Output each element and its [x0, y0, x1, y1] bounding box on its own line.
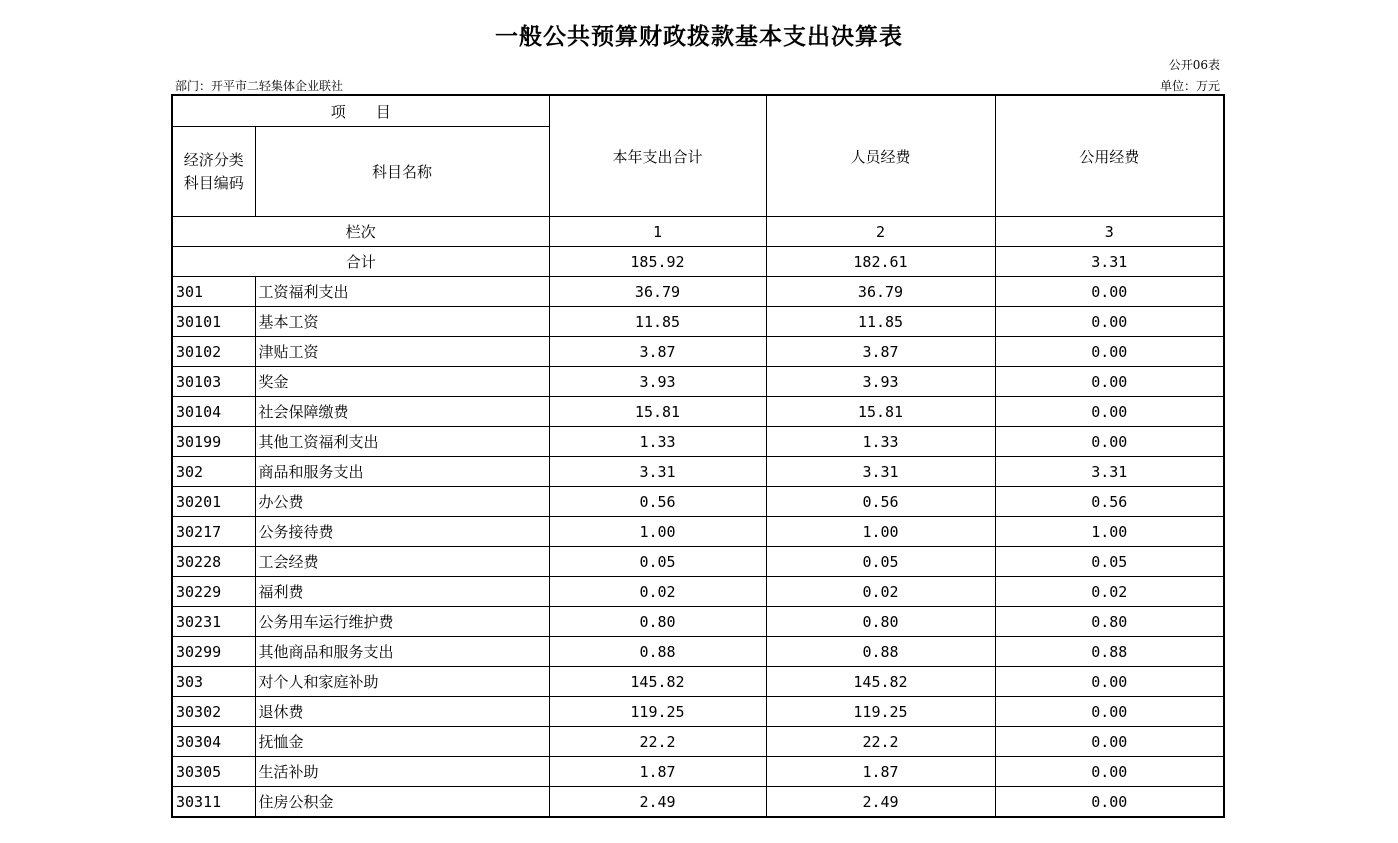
- row-public: 0.00: [995, 787, 1224, 818]
- row-code: 30231: [172, 607, 255, 637]
- row-code: 302: [172, 457, 255, 487]
- row-code: 303: [172, 667, 255, 697]
- header-econ-code-line1: 经济分类: [183, 150, 244, 169]
- table-row: [172, 667, 1224, 697]
- table-row: [172, 547, 1224, 577]
- column-label: 栏次: [172, 217, 549, 247]
- header-row: [172, 95, 1224, 127]
- header-total: 本年支出合计: [549, 95, 766, 217]
- row-total: 1.00: [549, 517, 766, 547]
- row-name: 奖金: [255, 367, 549, 397]
- row-name: 商品和服务支出: [255, 457, 549, 487]
- header-public: 公用经费: [995, 95, 1224, 217]
- row-personnel: 1.33: [766, 427, 995, 457]
- header-project: 项 目: [172, 95, 549, 127]
- row-public: 0.00: [995, 727, 1224, 757]
- row-public: 0.00: [995, 697, 1224, 727]
- row-public: 0.56: [995, 487, 1224, 517]
- column-number-row: [172, 217, 1224, 247]
- row-code: 30217: [172, 517, 255, 547]
- row-public: 0.05: [995, 547, 1224, 577]
- row-personnel: 1.87: [766, 757, 995, 787]
- row-code: 30299: [172, 637, 255, 667]
- row-personnel: 0.56: [766, 487, 995, 517]
- row-public: 0.00: [995, 337, 1224, 367]
- row-total: 36.79: [549, 277, 766, 307]
- row-personnel: 15.81: [766, 397, 995, 427]
- row-name: 办公费: [255, 487, 549, 517]
- row-code: 30311: [172, 787, 255, 818]
- row-total: 3.31: [549, 457, 766, 487]
- row-public: 0.00: [995, 667, 1224, 697]
- row-code: 30101: [172, 307, 255, 337]
- row-total: 0.88: [549, 637, 766, 667]
- expenditure-table: [171, 94, 1225, 818]
- row-personnel: 3.93: [766, 367, 995, 397]
- table-row: [172, 607, 1224, 637]
- row-name: 生活补助: [255, 757, 549, 787]
- row-personnel: 119.25: [766, 697, 995, 727]
- header-personnel: 人员经费: [766, 95, 995, 217]
- row-code: 30103: [172, 367, 255, 397]
- row-personnel: 11.85: [766, 307, 995, 337]
- row-name: 对个人和家庭补助: [255, 667, 549, 697]
- row-name: 其他工资福利支出: [255, 427, 549, 457]
- unit-label: 单位：万元: [1159, 79, 1220, 93]
- table-row: [172, 697, 1224, 727]
- row-public: 0.00: [995, 397, 1224, 427]
- sum-public: 3.31: [995, 247, 1224, 277]
- table-row: [172, 487, 1224, 517]
- row-personnel: 1.00: [766, 517, 995, 547]
- row-name: 抚恤金: [255, 727, 549, 757]
- sum-personnel: 182.61: [766, 247, 995, 277]
- row-personnel: 36.79: [766, 277, 995, 307]
- row-personnel: 22.2: [766, 727, 995, 757]
- table-row: [172, 367, 1224, 397]
- table-row: [172, 757, 1224, 787]
- table-row: [172, 307, 1224, 337]
- row-public: 0.00: [995, 307, 1224, 337]
- row-code: 30228: [172, 547, 255, 577]
- row-code: 30201: [172, 487, 255, 517]
- row-public: 3.31: [995, 457, 1224, 487]
- header-econ-code: [172, 127, 255, 217]
- row-name: 公务用车运行维护费: [255, 607, 549, 637]
- row-personnel: 0.80: [766, 607, 995, 637]
- row-public: 0.00: [995, 427, 1224, 457]
- row-total: 1.87: [549, 757, 766, 787]
- row-total: 145.82: [549, 667, 766, 697]
- row-name: 工会经费: [255, 547, 549, 577]
- row-public: 0.02: [995, 577, 1224, 607]
- row-code: 30229: [172, 577, 255, 607]
- row-public: 1.00: [995, 517, 1224, 547]
- row-code: 30302: [172, 697, 255, 727]
- row-total: 0.02: [549, 577, 766, 607]
- row-name: 住房公积金: [255, 787, 549, 818]
- row-total: 0.80: [549, 607, 766, 637]
- row-personnel: 0.88: [766, 637, 995, 667]
- table-row: [172, 457, 1224, 487]
- row-code: 30199: [172, 427, 255, 457]
- row-public: 0.00: [995, 367, 1224, 397]
- row-total: 0.05: [549, 547, 766, 577]
- header-econ-code-line2: 科目编码: [183, 173, 244, 192]
- row-total: 3.93: [549, 367, 766, 397]
- table-row: [172, 577, 1224, 607]
- row-total: 2.49: [549, 787, 766, 818]
- column-3: 3: [995, 217, 1224, 247]
- row-total: 11.85: [549, 307, 766, 337]
- header-subject-name: 科目名称: [255, 127, 549, 217]
- row-code: 301: [172, 277, 255, 307]
- column-2: 2: [766, 217, 995, 247]
- page-title: 一般公共预算财政拨款基本支出决算表: [495, 23, 903, 50]
- row-total: 1.33: [549, 427, 766, 457]
- row-personnel: 3.87: [766, 337, 995, 367]
- row-personnel: 0.05: [766, 547, 995, 577]
- table-row: [172, 337, 1224, 367]
- row-name: 其他商品和服务支出: [255, 637, 549, 667]
- table-row: [172, 397, 1224, 427]
- row-name: 公务接待费: [255, 517, 549, 547]
- table-row: [172, 277, 1224, 307]
- table-row: [172, 637, 1224, 667]
- row-code: 30305: [172, 757, 255, 787]
- table-row: [172, 727, 1224, 757]
- row-public: 0.00: [995, 757, 1224, 787]
- row-total: 15.81: [549, 397, 766, 427]
- table-row: [172, 517, 1224, 547]
- row-name: 社会保障缴费: [255, 397, 549, 427]
- row-code: 30304: [172, 727, 255, 757]
- row-personnel: 3.31: [766, 457, 995, 487]
- column-1: 1: [549, 217, 766, 247]
- department-label: 部门：开平市二轻集体企业联社: [175, 79, 344, 93]
- row-name: 福利费: [255, 577, 549, 607]
- row-code: 30102: [172, 337, 255, 367]
- row-public: 0.80: [995, 607, 1224, 637]
- row-personnel: 2.49: [766, 787, 995, 818]
- row-name: 退休费: [255, 697, 549, 727]
- row-total: 119.25: [549, 697, 766, 727]
- row-name: 工资福利支出: [255, 277, 549, 307]
- table-row: [172, 787, 1224, 818]
- row-personnel: 0.02: [766, 577, 995, 607]
- row-total: 0.56: [549, 487, 766, 517]
- row-public: 0.00: [995, 277, 1224, 307]
- sum-total: 185.92: [549, 247, 766, 277]
- sum-row: [172, 247, 1224, 277]
- form-number: 公开06表: [1168, 58, 1220, 72]
- row-name: 津贴工资: [255, 337, 549, 367]
- table-row: [172, 427, 1224, 457]
- row-total: 22.2: [549, 727, 766, 757]
- row-code: 30104: [172, 397, 255, 427]
- sum-label: 合计: [172, 247, 549, 277]
- row-total: 3.87: [549, 337, 766, 367]
- row-public: 0.88: [995, 637, 1224, 667]
- row-name: 基本工资: [255, 307, 549, 337]
- row-personnel: 145.82: [766, 667, 995, 697]
